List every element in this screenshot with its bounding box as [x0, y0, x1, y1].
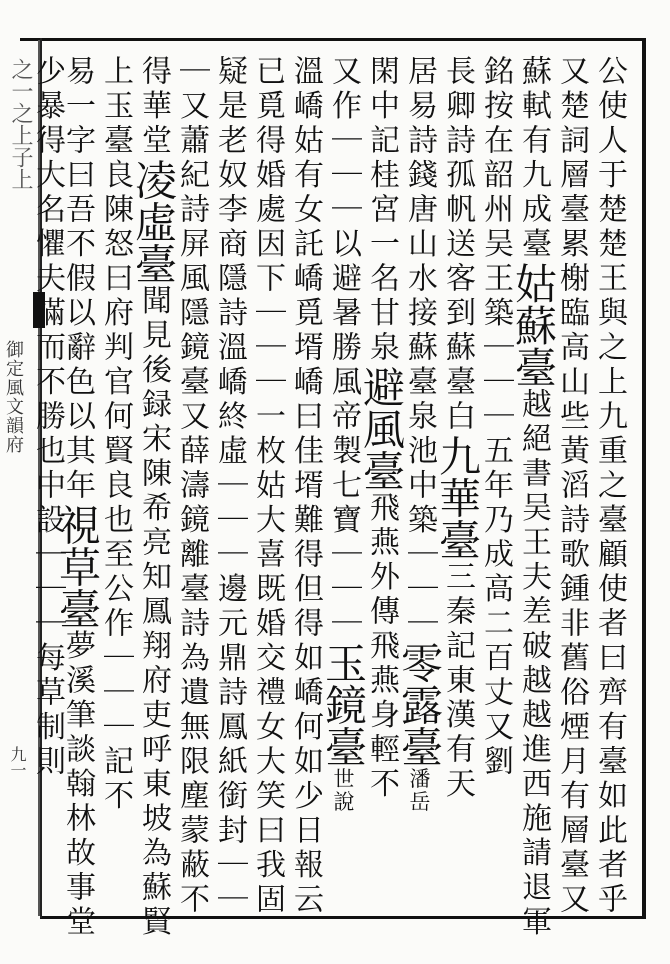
column-text: 又作｜｜｜以避暑 — [326, 55, 361, 331]
text-column — [129, 55, 178, 940]
column-text: 夢溪筆談翰林故事堂 — [60, 629, 95, 940]
text-column — [552, 55, 590, 918]
text-column — [96, 55, 134, 814]
column-text: 得華堂 — [136, 55, 171, 159]
entry-heading: 姑蘇臺 — [509, 262, 558, 388]
column-text: 世說 — [331, 767, 355, 814]
column-text: 聞見後録宋陳希亮知鳳翔府吏呼東坡為蘇賢 — [136, 284, 171, 940]
column-text: ｜｜｜ — [326, 538, 361, 642]
column-text: 泉池中築 — [402, 400, 437, 538]
column-text: ｜｜｜每草制則 — [30, 538, 65, 780]
column-text: 中設 — [30, 469, 65, 538]
entry-heading: 玉鏡臺 — [319, 641, 368, 768]
text-column — [319, 55, 368, 814]
text-column — [509, 55, 558, 940]
column-text: 潘岳 — [407, 767, 431, 814]
column-text: 易一字曰吾不假以辭色以其年 — [60, 55, 95, 504]
column-text: 居易詩錢唐山水接蘇臺 — [402, 55, 437, 400]
column-text: 少暴得大名懼夫滿而不勝也 — [30, 55, 65, 469]
column-text: 又楚詞層臺累榭臨高山些黃滔詩歌鍾非舊俗煙月有層臺又 — [554, 55, 589, 918]
entry-heading: 凌虛臺 — [129, 158, 178, 285]
entry-heading: 零露臺 — [395, 641, 444, 768]
column-text: ｜｜｜五年乃成高二百丈又劉 — [478, 331, 513, 780]
text-column — [28, 55, 66, 780]
column-text: 上玉臺 — [98, 55, 133, 159]
text-column — [590, 55, 628, 918]
entry-heading: 避風臺 — [357, 365, 406, 492]
frame-top-border — [20, 38, 645, 41]
entry-heading: 九華臺 — [433, 434, 482, 561]
column-text: 飛燕外傳飛燕身輕不 — [364, 491, 399, 802]
margin-book-title: 御定風文韻府 — [3, 340, 24, 454]
column-text: 勝風帝製七寶 — [326, 331, 361, 538]
column-text: 蘇軾有九成臺 — [516, 55, 551, 262]
text-column — [248, 55, 286, 918]
column-text: ｜又蕭紀詩屏風隱鏡臺又薛濤鏡離臺詩為遺無限塵蒙蔽不 — [174, 55, 209, 918]
column-text: ｜｜｜ — [402, 538, 437, 642]
margin-top-text: 之一之上子上 — [8, 58, 33, 190]
text-column — [476, 55, 514, 780]
column-text: 溫嶠姑有女託嶠覓壻嶠曰佳壻難得但得如嶠何如少日報云 — [288, 55, 323, 918]
column-text: 三秦記東漢有天 — [440, 560, 475, 802]
column-text: 疑是老奴李商隱詩溫嶠終虛｜｜｜邊元鼎詩鳳紙銜封｜｜ — [212, 55, 247, 918]
column-text: 吴王築 — [478, 227, 513, 331]
column-text: 公使人于楚楚王與之上九重之臺顧使者曰齊有臺如此者乎 — [592, 55, 627, 918]
text-column — [210, 55, 248, 918]
column-text: 良陳怒曰府判官何賢良也至公作｜｜｜記不 — [98, 158, 133, 814]
column-text: 長卿詩孤帆送客到蘇臺白 — [440, 55, 475, 435]
frame-right-border — [642, 38, 646, 918]
entry-heading: 視草臺 — [53, 503, 102, 630]
column-text: 已覓得婚處因下｜｜｜一枚姑大喜既婚交禮女大笑曰我固 — [250, 55, 285, 918]
column-text: 越絕書吴王夫差破越越進西施請退軍 — [516, 388, 551, 940]
column-text: 閑中記桂宮一名甘泉 — [364, 55, 399, 366]
text-column — [286, 55, 324, 918]
column-text: 銘按在韶州 — [478, 55, 513, 228]
page-number: 九一 — [8, 746, 27, 778]
